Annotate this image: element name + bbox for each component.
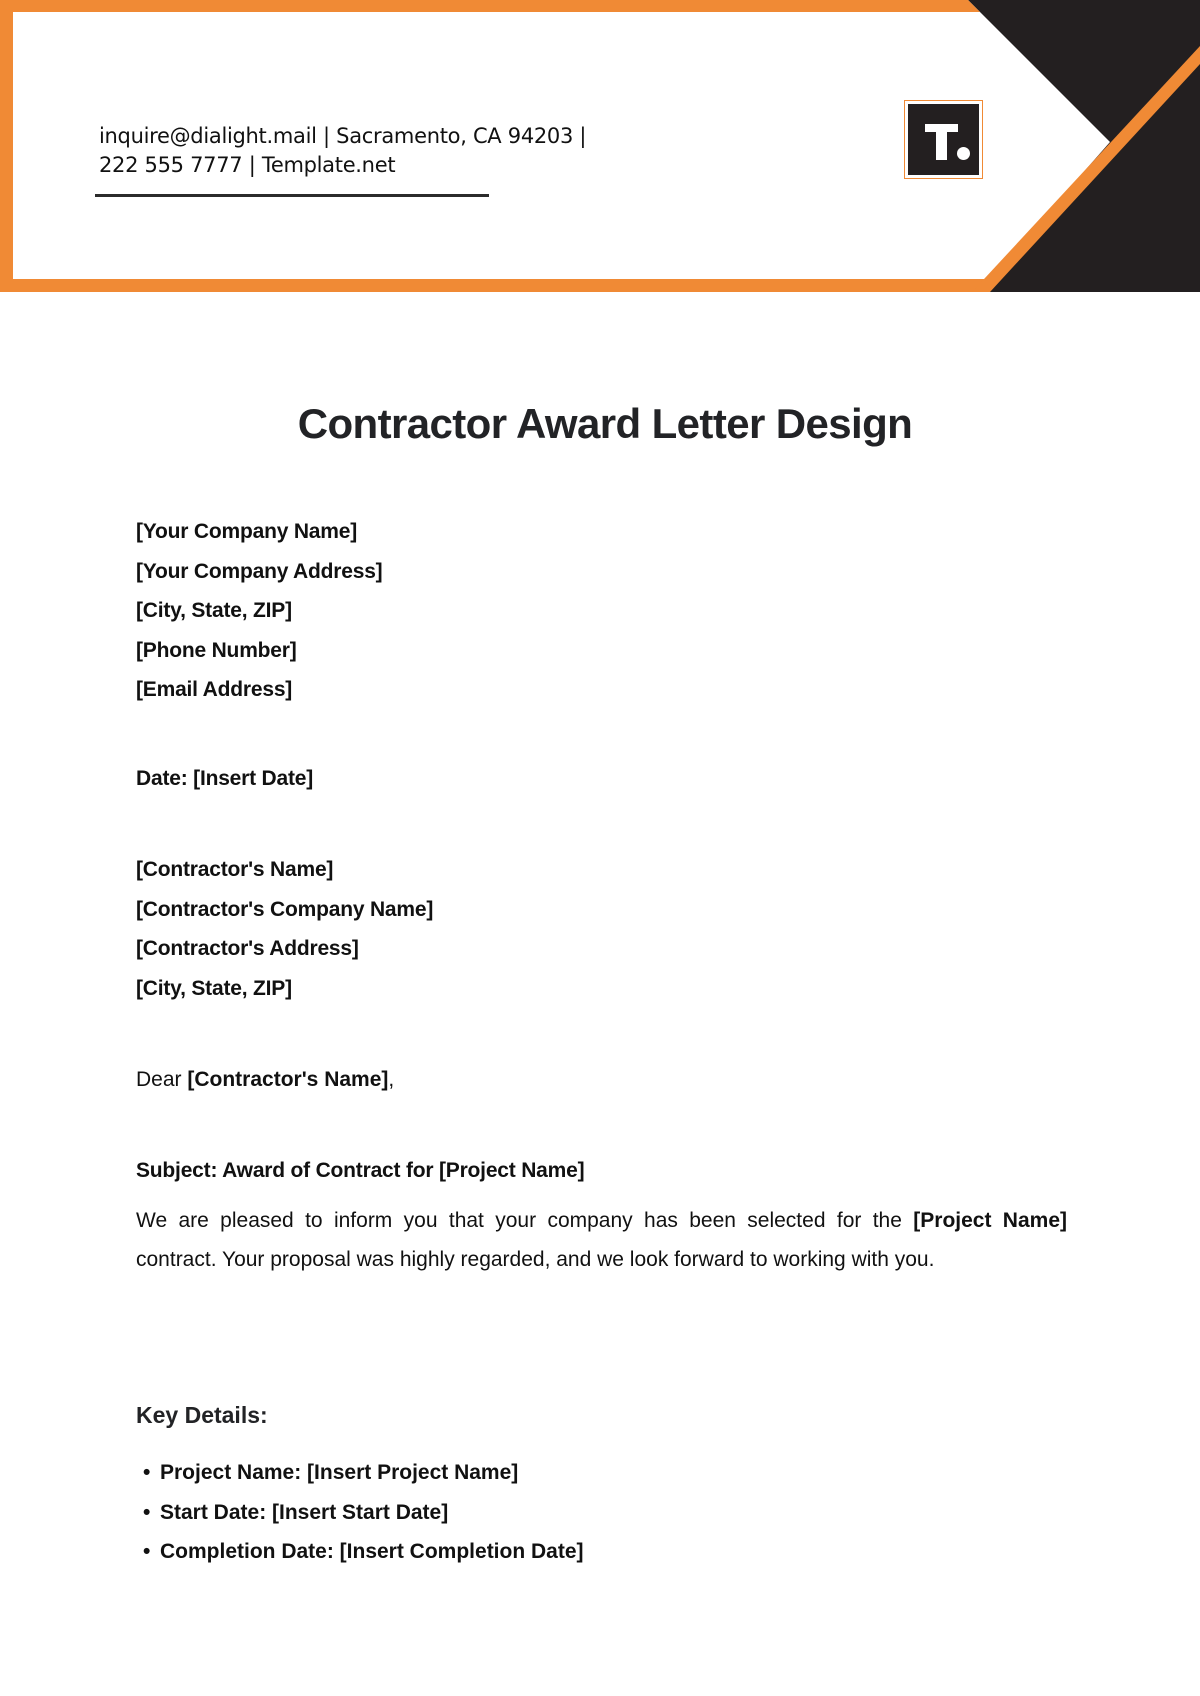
subject-line: Subject: Award of Contract for [Project Name] (136, 1159, 585, 1182)
recipient-city-state-zip: [City, State, ZIP] (136, 976, 292, 1000)
recipient-block (136, 850, 433, 1008)
letterhead (0, 0, 1200, 292)
salutation: Dear [Contractor's Name], (136, 1068, 395, 1091)
key-details-heading: Key Details: (136, 1402, 268, 1428)
contact-divider (95, 194, 489, 197)
recipient-address: [Contractor's Address] (136, 937, 359, 960)
list-item: • Start Date: [Insert Start Date] (136, 1493, 584, 1533)
contact-line-1: inquire@dialight.mail | Sacramento, CA 94203 | (99, 124, 587, 148)
sender-email: [Email Address] (136, 678, 293, 701)
recipient-company-name: [Contractor's Company Name] (136, 897, 434, 921)
page-title: Contractor Award Letter Design (297, 400, 913, 447)
list-item: • Project Name: [Insert Project Name] (136, 1453, 584, 1493)
sender-city-state-zip: [City, State, ZIP] (136, 599, 292, 622)
body-paragraph: We are pleased to inform you that your company has been selected for the [Project Name] contract. Your proposal was highly regarded, and we look forward to working with you. (136, 1209, 1067, 1271)
letter-date: Date: [Insert Date] (136, 767, 314, 790)
sender-phone: [Phone Number] (136, 638, 297, 662)
salutation-name: [Contractor's Name] (187, 1068, 389, 1091)
logo-icon (908, 104, 979, 175)
sender-company-name: [Your Company Name] (136, 520, 358, 543)
template-logo (904, 100, 983, 179)
contact-info (99, 122, 586, 180)
recipient-name: [Contractor's Name] (136, 858, 334, 881)
list-item: • Completion Date: [Insert Completion Date] (136, 1532, 584, 1572)
sender-company-address: [Your Company Address] (136, 559, 383, 583)
contact-line-2: 222 555 7777 | Template.net (99, 153, 396, 177)
key-details-list (136, 1453, 584, 1572)
sender-block (136, 512, 382, 710)
